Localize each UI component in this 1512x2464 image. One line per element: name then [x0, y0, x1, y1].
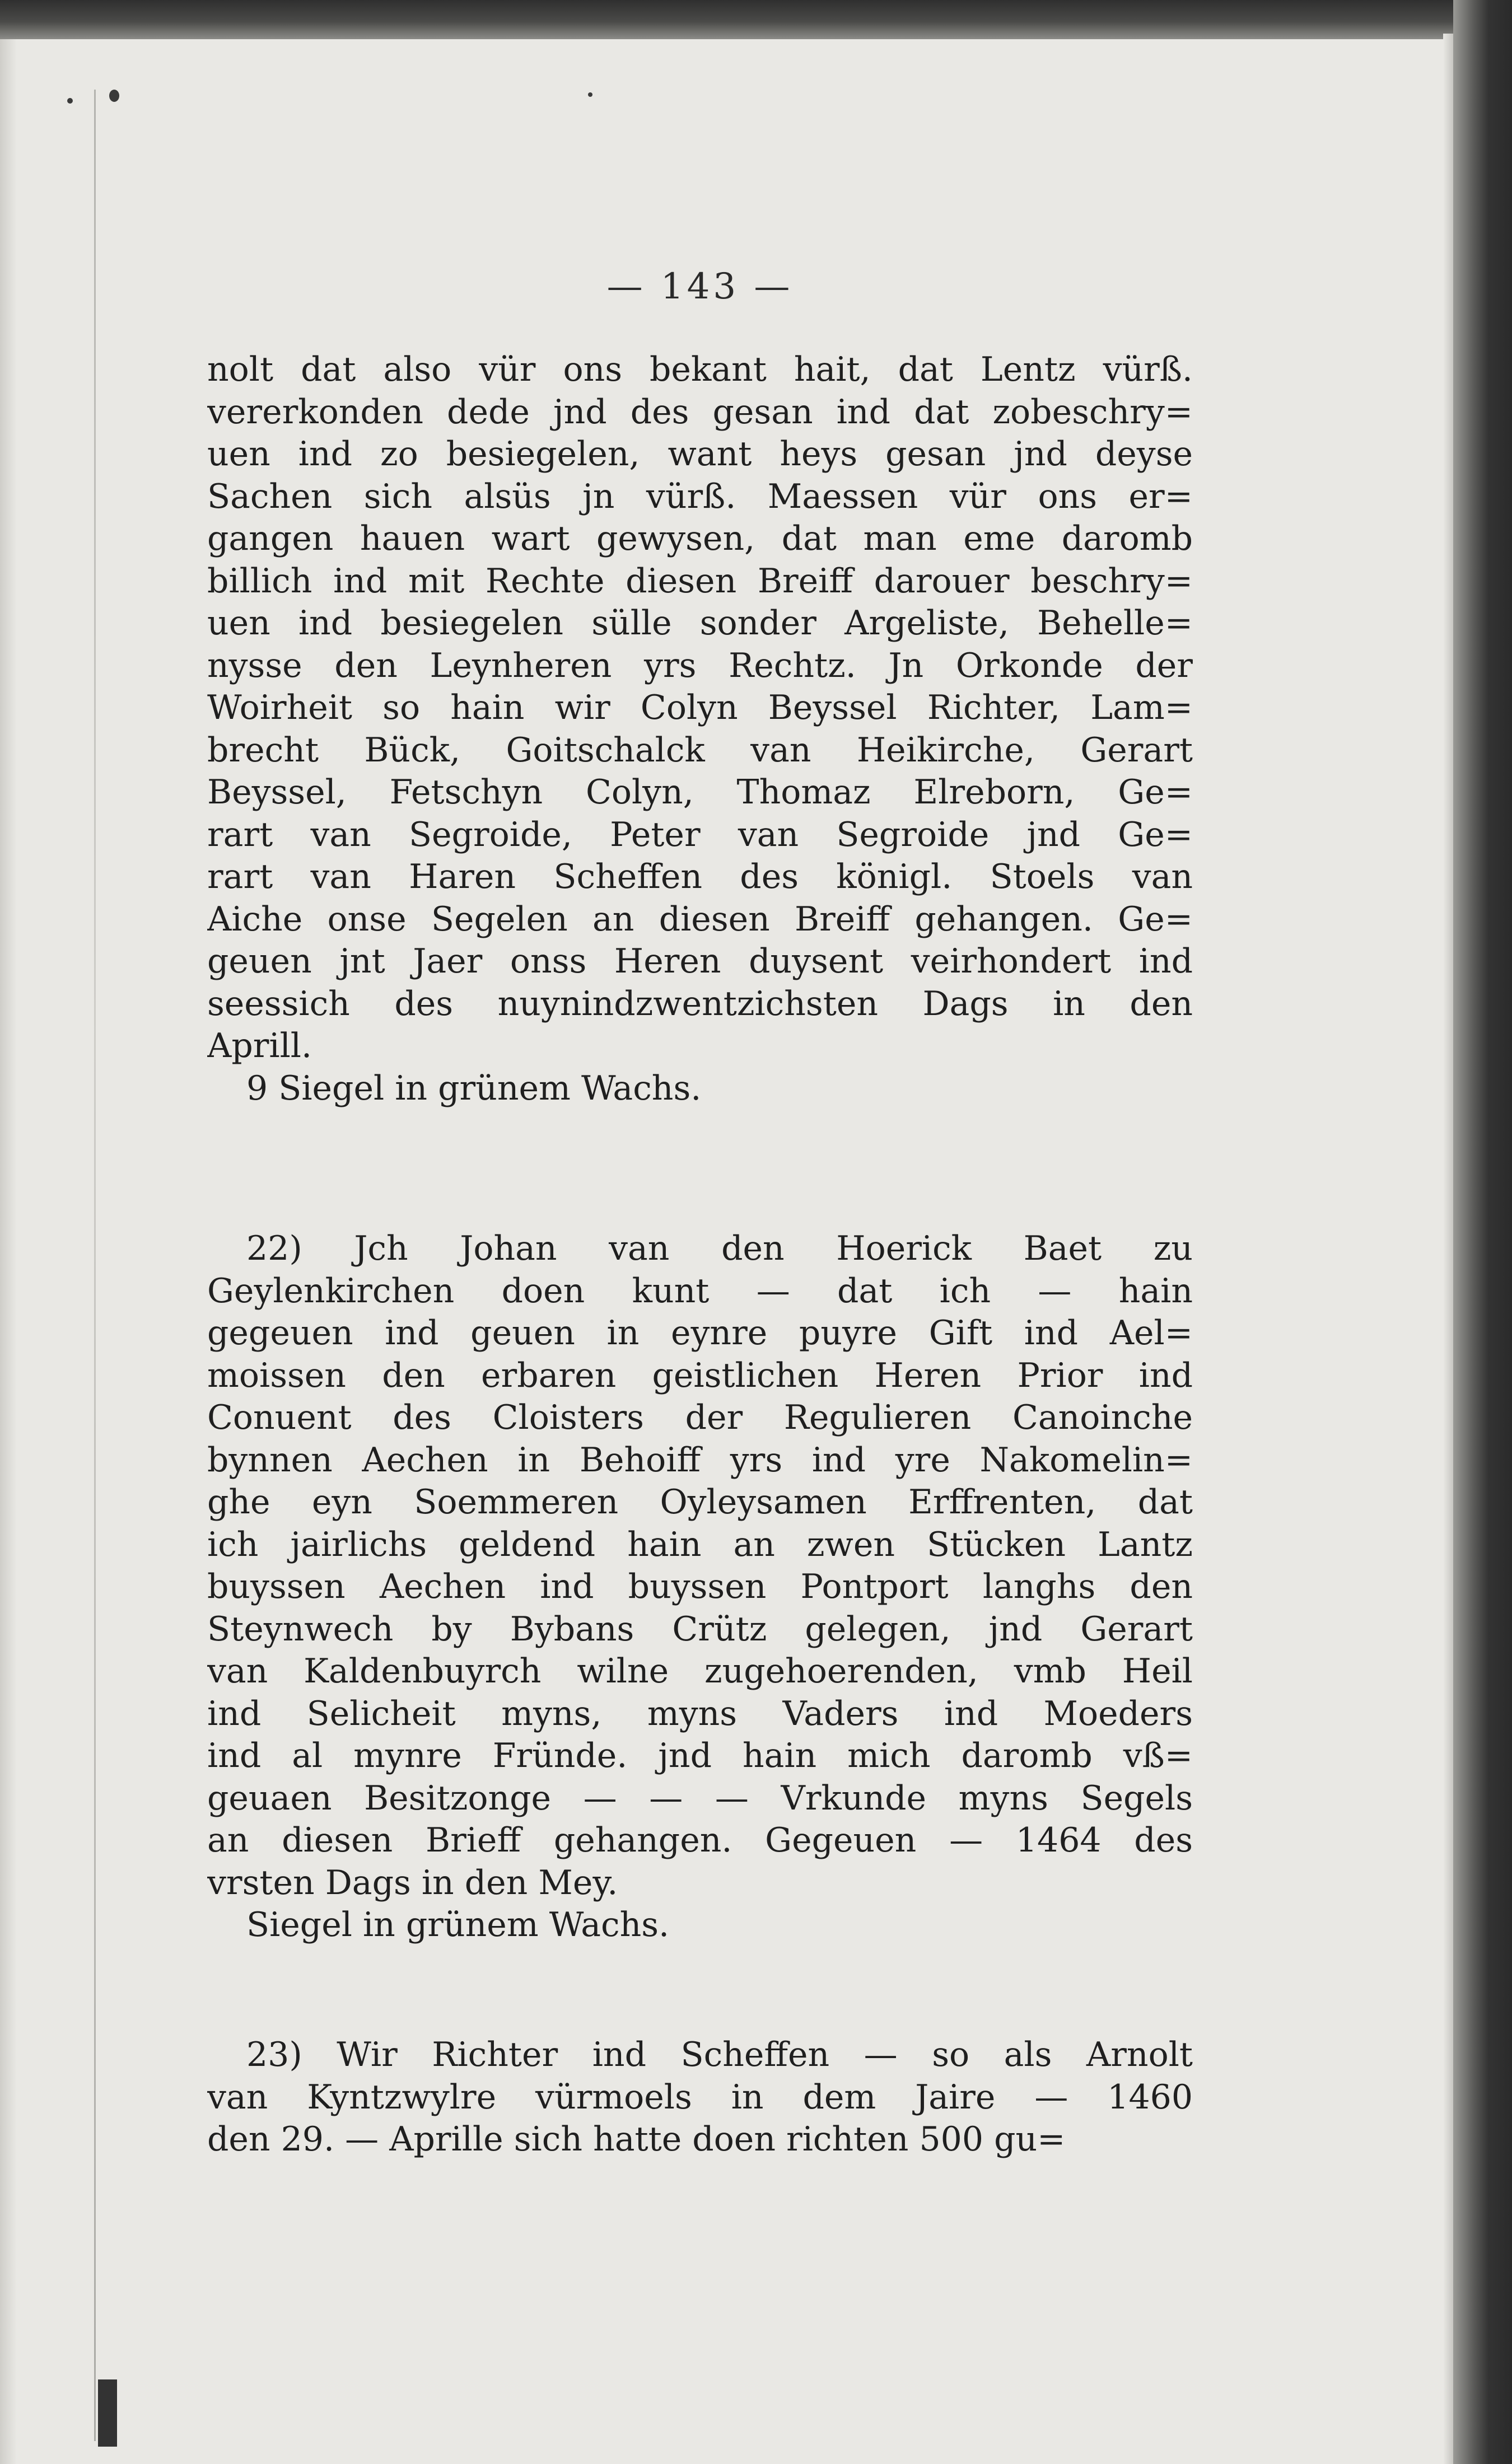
paragraph-line: an diesen Brieff gehangen. Gegeuen — 1464 des [207, 1821, 1193, 1860]
paragraph-line: vrsten Dags in den Mey. [207, 1863, 618, 1902]
paragraph-line: buyssen Aechen ind buyssen Pontport langhs den [207, 1567, 1193, 1606]
paragraph-line: gangen hauen wart gewysen, dat man eme daromb [207, 519, 1193, 558]
scan-top-border [0, 0, 1512, 39]
paragraph-line: seessich des nuynindzwentzichsten Dags in den [207, 984, 1193, 1023]
paragraph-line: rart van Segroide, Peter van Segroide jnd Ge= [207, 815, 1193, 854]
paragraph-line: uen ind zo besiegelen, want heys gesan jnd deyse [207, 434, 1193, 474]
paragraph-line: 22) Jch Johan van den Hoerick Baet zu [246, 1229, 1193, 1268]
paragraph-line: Aprill. [207, 1026, 312, 1065]
paragraph-line: Woirheit so hain wir Colyn Beyssel Richter, Lam= [207, 688, 1193, 727]
paragraph-line: van Kaldenbuyrch wilne zugehoerenden, vmb Heil [207, 1652, 1193, 1691]
paragraph-line: nolt dat also vür ons bekant hait, dat Lentz vürß. [207, 350, 1193, 389]
paragraph-line: vererkonden dede jnd des gesan ind dat zobeschry= [207, 392, 1193, 432]
paragraph-line: ghe eyn Soemmeren Oyleysamen Erffrenten, dat [207, 1483, 1193, 1522]
paragraph-line: Geylenkirchen doen kunt — dat ich — hain [207, 1271, 1193, 1311]
paragraph-line: geuen jnt Jaer onss Heren duysent veirhondert ind [207, 942, 1193, 981]
page-left-shadow [0, 0, 17, 2464]
paragraph-line: gegeuen ind geuen in eynre puyre Gift ind Ael= [207, 1313, 1193, 1353]
paragraph-line: 23) Wir Richter ind Scheffen — so als Arnolt [246, 2035, 1193, 2074]
ink-speck [109, 90, 119, 102]
paragraph-line: Sachen sich alsüs jn vürß. Maessen vür ons er= [207, 476, 1193, 516]
page-number: — 143 — [606, 266, 794, 307]
page-right-shadow [1443, 34, 1453, 2464]
paragraph-line: Conuent des Cloisters der Regulieren Canoinche [207, 1398, 1193, 1437]
paragraph-line: rart van Haren Scheffen des königl. Stoels van [207, 857, 1193, 896]
paragraph-line: moissen den erbaren geistlichen Heren Prior ind [207, 1355, 1193, 1395]
paragraph-line: nysse den Leynheren yrs Rechtz. Jn Orkonde der [207, 646, 1193, 685]
seal-note: Siegel in grünem Wachs. [246, 1905, 670, 1944]
paragraph-line: uen ind besiegelen sülle sonder Argeliste, Behelle= [207, 604, 1193, 643]
paragraph-line: ind Selicheit myns, myns Vaders ind Moeders [207, 1694, 1193, 1733]
ink-speck [588, 92, 592, 97]
paragraph-line: Steynwech by Bybans Crütz gelegen, jnd Gerart [207, 1609, 1193, 1649]
paragraph-line: brecht Bück, Goitschalck van Heikirche, Gerart [207, 730, 1193, 770]
paragraph-line: den 29. — Aprille sich hatte doen richten 500 gu= [207, 2120, 1066, 2159]
page-fold-line [94, 90, 96, 2441]
paragraph-line: bynnen Aechen in Behoiff yrs ind yre Nakomelin= [207, 1440, 1193, 1480]
paragraph-line: ind al mynre Fründe. jnd hain mich daromb vß= [207, 1736, 1193, 1775]
paragraph-line: Beyssel, Fetschyn Colyn, Thomaz Elreborn, Ge= [207, 773, 1193, 812]
seal-note: 9 Siegel in grünem Wachs. [246, 1068, 702, 1108]
paragraph-line: geuaen Besitzonge — — — Vrkunde myns Segels [207, 1778, 1193, 1818]
paragraph-line: ich jairlichs geldend hain an zwen Stücken Lantz [207, 1525, 1193, 1564]
paragraph-line: van Kyntzwylre vürmoels in dem Jaire — 1460 [207, 2077, 1193, 2117]
scan-corner-mark [98, 2379, 117, 2447]
ink-speck [67, 98, 73, 104]
paragraph-line: Aiche onse Segelen an diesen Breiff gehangen. Ge= [207, 899, 1193, 939]
paragraph-line: billich ind mit Rechte diesen Breiff darouer beschry= [207, 561, 1193, 601]
scan-right-border [1453, 0, 1512, 2464]
